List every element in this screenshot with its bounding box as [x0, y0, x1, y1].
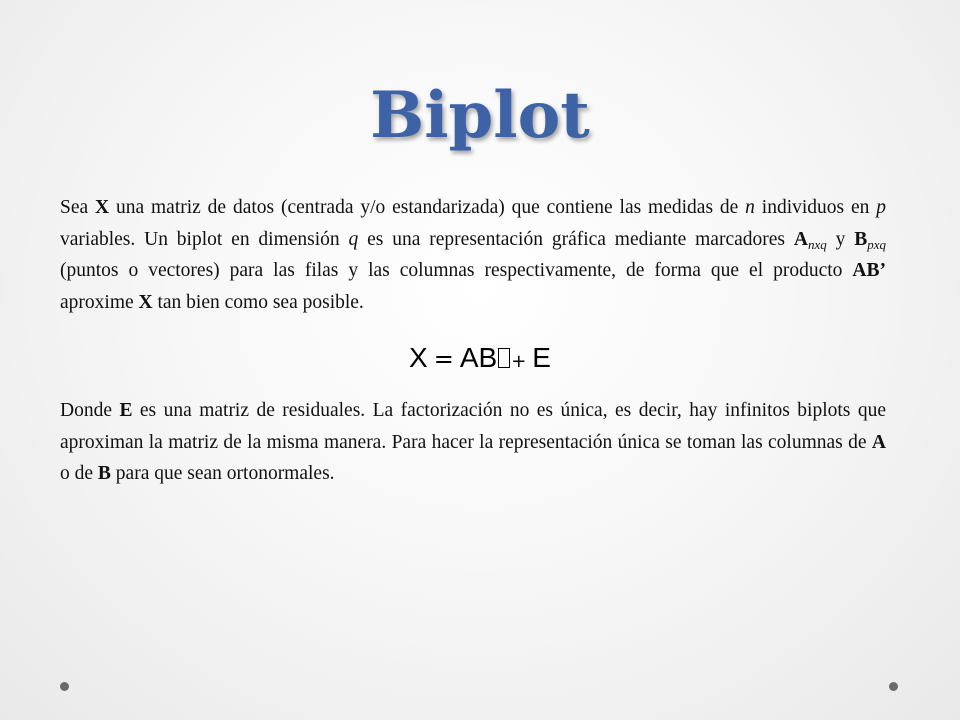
corner-dot-icon	[60, 682, 69, 691]
text-span: aproxime	[60, 291, 139, 313]
text-span: Sea	[60, 197, 96, 218]
text-span: una matriz de datos (centrada y/o estandarizada) que contiene las medidas de	[109, 197, 746, 218]
text-span: es una representación gráfica mediante marcadores	[358, 228, 794, 250]
text-span: es una matriz de residuales. La factorización no es única, es decir, hay infinitos biplots que aproximan la matriz de la misma manera. Para hacer la representación única se toman las columnas de	[60, 400, 886, 453]
formula-plus: +	[511, 351, 527, 372]
bold-term: X	[95, 197, 110, 218]
text-span: Donde	[60, 400, 120, 421]
residuals-paragraph	[60, 395, 886, 490]
subscript: nxq	[807, 236, 827, 252]
bold-term: B	[97, 463, 111, 484]
slide-title: Biplot	[370, 78, 590, 153]
corner-dot-icon	[889, 682, 898, 691]
italic-term: p	[876, 197, 887, 218]
bold-term: X	[138, 291, 153, 313]
formula	[0, 340, 960, 380]
formula-rhs: E	[532, 342, 551, 373]
italic-term: q	[348, 228, 359, 250]
formula-equals: =	[433, 345, 454, 373]
definition-paragraph	[60, 192, 886, 318]
bold-term: B	[854, 228, 868, 250]
text-span: para que sean ortonormales.	[110, 463, 335, 484]
formula-lhs: X	[409, 342, 428, 373]
text-span: individuos en	[754, 197, 877, 218]
bold-term: A	[871, 431, 886, 453]
text-span: tan bien como sea posible.	[152, 291, 364, 313]
text-span: variables. Un biplot en dimensión	[60, 228, 349, 250]
text-span: y	[826, 228, 855, 250]
italic-term: n	[745, 197, 755, 218]
bold-term: A	[793, 228, 808, 250]
missing-glyph-box-icon	[498, 348, 510, 368]
text-span: o de	[60, 463, 98, 484]
formula-product: AB	[459, 342, 498, 373]
text-span: (puntos o vectores) para las filas y las columnas respectivamente, de forma que el producto	[60, 260, 853, 281]
subscript: pxq	[867, 236, 886, 252]
bold-term: E	[119, 400, 133, 421]
bold-term: AB’	[852, 260, 886, 281]
